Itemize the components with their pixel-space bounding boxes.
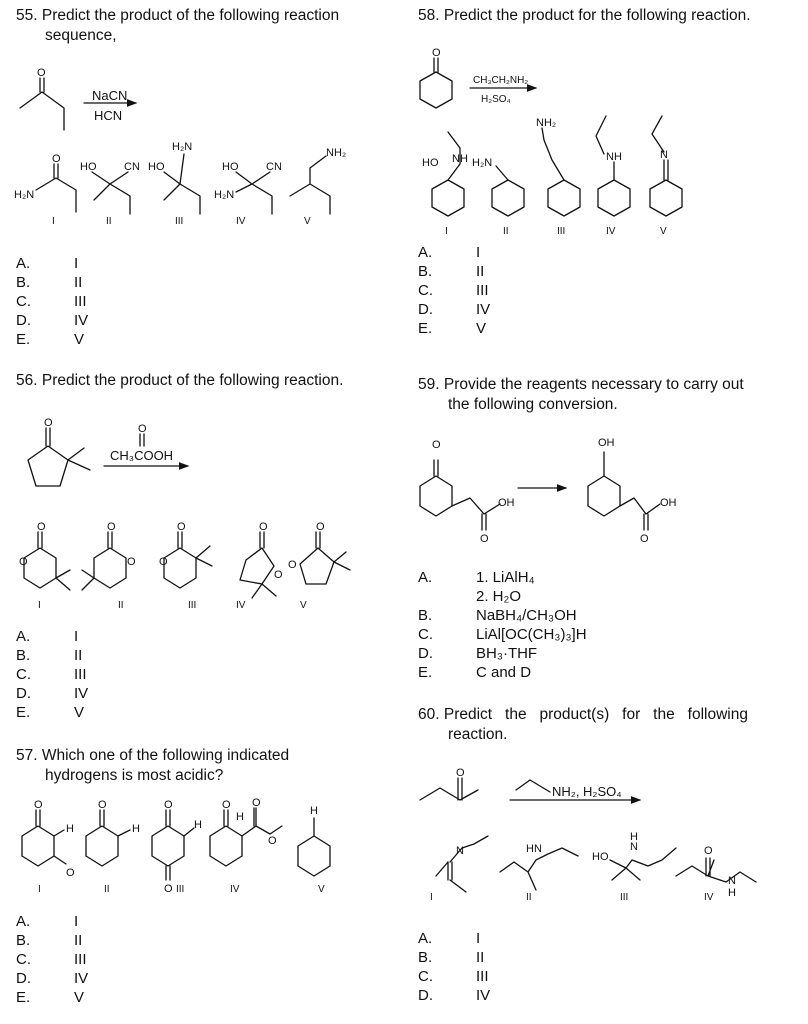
q60-product-iii: [592, 831, 676, 880]
q58-product-ii: [472, 157, 524, 216]
q58-product-iv: [596, 116, 630, 216]
option-row: D. IV: [418, 301, 491, 318]
reagent-label: HCN: [94, 108, 123, 123]
svg-text:III: III: [557, 226, 566, 237]
reagent-label: CH₃CH₂NH₂: [473, 75, 529, 86]
q58-romans: [445, 226, 667, 237]
svg-text:H: H: [728, 887, 736, 899]
svg-text:IV: IV: [704, 892, 714, 903]
option-row: D. IV: [16, 685, 89, 702]
svg-text:HN: HN: [526, 843, 542, 855]
svg-text:O: O: [640, 533, 649, 545]
option-row: E. V: [418, 320, 487, 337]
svg-text:I: I: [430, 892, 433, 903]
reagent-label: NaCN: [92, 88, 128, 103]
q56-reaction-arrow: [104, 423, 188, 466]
option-row: C. LiAl[OC(CH₃)₃]H: [418, 626, 587, 643]
svg-text:H₂N: H₂N: [472, 157, 493, 169]
q55-product-v: [290, 147, 346, 214]
svg-text:O: O: [138, 423, 147, 435]
svg-text:HO: HO: [222, 161, 239, 173]
q59-title: 59. Provide the reagents necessary to carry out the following conversion.: [418, 376, 744, 413]
svg-text:H: H: [132, 823, 140, 835]
q55-starting-ketone: [20, 67, 64, 130]
svg-text:O: O: [159, 556, 168, 568]
q57-structure-iv: [210, 797, 282, 866]
svg-text:N: N: [660, 149, 668, 161]
svg-text:O: O: [456, 767, 465, 779]
option-row: C. III: [418, 968, 489, 985]
svg-text:I: I: [52, 216, 55, 227]
q55-product-ii: [80, 161, 140, 214]
svg-text:O: O: [704, 845, 713, 857]
q59-starting-material: [420, 439, 515, 545]
svg-text:II: II: [106, 216, 112, 227]
q60-product-i: [436, 836, 488, 892]
q56-title: 56. Predict the product of the following reaction.: [16, 372, 344, 389]
option-row: A. I: [16, 913, 79, 930]
q57-structure-i: [22, 799, 75, 879]
svg-text:OH: OH: [498, 497, 515, 509]
svg-text:N: N: [456, 845, 464, 857]
svg-text:O: O: [34, 799, 43, 811]
svg-text:H₂N: H₂N: [214, 189, 235, 201]
svg-text:V: V: [304, 216, 311, 227]
svg-text:H: H: [310, 805, 318, 817]
q60-reaction-arrow: [510, 780, 640, 800]
option-row: D. IV: [16, 970, 89, 987]
q60-romans: [430, 892, 714, 903]
svg-text:I: I: [38, 600, 41, 611]
svg-text:NH: NH: [452, 153, 468, 165]
svg-text:O: O: [177, 521, 186, 533]
svg-text:N: N: [630, 841, 638, 853]
q56-product-iii: [159, 521, 212, 588]
q57-structure-v: [298, 805, 330, 876]
svg-text:III: III: [175, 216, 184, 227]
q60-product-iv: [676, 845, 756, 899]
svg-text:HO: HO: [80, 161, 97, 173]
q60-title: 60. Predict the product(s) for the following reaction.: [418, 706, 748, 743]
svg-text:NH₂: NH₂: [536, 117, 557, 129]
svg-text:NH₂: NH₂: [326, 147, 347, 159]
svg-text:O: O: [37, 521, 46, 533]
svg-text:II: II: [526, 892, 532, 903]
svg-text:OH: OH: [598, 437, 615, 449]
q58-title: 58. Predict the product for the following reaction.: [418, 7, 751, 24]
option-row: D. IV: [418, 987, 491, 1004]
svg-text:HO: HO: [592, 851, 609, 863]
q57-romans: [38, 884, 325, 895]
svg-text:O: O: [107, 521, 116, 533]
q59-product: [588, 437, 677, 545]
svg-text:IV: IV: [230, 884, 240, 895]
svg-text:OH: OH: [660, 497, 677, 509]
q56-product-ii: [82, 521, 136, 590]
svg-text:HO: HO: [148, 161, 165, 173]
svg-text:III: III: [176, 884, 185, 895]
reagent-label: NH₂, H₂SO₄: [552, 784, 622, 799]
q56-product-iv: [240, 521, 283, 598]
svg-text:V: V: [318, 884, 325, 895]
option-row: A. I: [16, 628, 79, 645]
option-row: C. III: [16, 951, 87, 968]
svg-text:II: II: [118, 600, 124, 611]
option-row: D. IV: [16, 312, 89, 329]
svg-text:O: O: [259, 521, 268, 533]
svg-text:CN: CN: [124, 161, 140, 173]
option-row: A. 1. LiAlH₄: [418, 569, 535, 586]
q55-product-iii: [148, 141, 200, 214]
q58-product-iii: [536, 117, 580, 216]
svg-text:O: O: [52, 153, 61, 165]
svg-text:O: O: [44, 417, 53, 429]
svg-text:HO: HO: [422, 157, 439, 169]
q55-title: 55. Predict the product of the following reaction sequence,: [16, 7, 340, 44]
atom-label: O: [37, 67, 46, 79]
svg-text:O: O: [19, 556, 28, 568]
svg-text:O: O: [127, 556, 136, 568]
svg-text:H: H: [630, 831, 638, 843]
option-row: B. II: [418, 263, 485, 280]
svg-text:H: H: [66, 823, 74, 835]
option-row: E. V: [16, 331, 85, 348]
option-row: E. V: [16, 704, 85, 721]
svg-text:I: I: [38, 884, 41, 895]
svg-text:CN: CN: [266, 161, 282, 173]
option-row: B. NaBH₄/CH₃OH: [418, 607, 577, 624]
svg-text:H₂N: H₂N: [14, 189, 35, 201]
option-row: E. C and D: [418, 664, 532, 681]
svg-text:O: O: [222, 799, 231, 811]
svg-text:III: III: [620, 892, 629, 903]
q56-starting-ketone: [28, 417, 90, 486]
svg-text:N: N: [728, 875, 736, 887]
svg-text:O: O: [164, 883, 173, 895]
reagent-label: CH₃COOH: [110, 448, 174, 463]
svg-text:O: O: [316, 521, 325, 533]
svg-text:O: O: [268, 835, 277, 847]
option-row: A. I: [418, 244, 481, 261]
q55-romans: [52, 216, 311, 227]
svg-text:O: O: [480, 533, 489, 545]
q58-product-v: [650, 116, 682, 216]
svg-text:O: O: [98, 799, 107, 811]
svg-text:H: H: [236, 811, 244, 823]
svg-text:NH: NH: [606, 151, 622, 163]
option-row: B. II: [418, 949, 485, 966]
q58-product-i: [422, 132, 468, 216]
q58-cyclohexanone: [420, 47, 452, 108]
svg-text:I: I: [445, 226, 448, 237]
option-row: A. I: [16, 255, 79, 272]
q56-romans: [38, 600, 307, 611]
q55-product-i: [14, 153, 76, 212]
svg-text:IV: IV: [236, 600, 246, 611]
svg-text:O: O: [288, 559, 297, 571]
svg-text:O: O: [66, 867, 75, 879]
svg-text:IV: IV: [606, 226, 616, 237]
option-row: B. II: [16, 274, 83, 291]
svg-text:H₂N: H₂N: [172, 141, 193, 153]
svg-text:O: O: [432, 439, 441, 451]
option-row: C. III: [16, 293, 87, 310]
svg-text:II: II: [104, 884, 110, 895]
q57-title: 57. Which one of the following indicated hydrogens is most acidic?: [16, 747, 290, 784]
q60-product-ii: [500, 843, 578, 890]
svg-text:O: O: [252, 797, 261, 809]
q57-structure-ii: [86, 799, 140, 866]
svg-text:III: III: [188, 600, 197, 611]
svg-text:IV: IV: [236, 216, 246, 227]
svg-text:O: O: [274, 569, 283, 581]
svg-text:II: II: [503, 226, 509, 237]
q56-product-v: [288, 521, 350, 584]
reagent-label: H₂SO₄: [481, 94, 511, 105]
svg-text:O: O: [432, 47, 441, 59]
svg-text:V: V: [300, 600, 307, 611]
option-row: C. III: [16, 666, 87, 683]
svg-text:H: H: [194, 819, 202, 831]
svg-text:O: O: [164, 799, 173, 811]
q55-reaction-arrow: [84, 88, 136, 123]
option-row: A. I: [418, 930, 481, 947]
q55-product-iv: [214, 161, 282, 214]
q60-starting-ketone: [420, 767, 478, 800]
option-row: C. III: [418, 282, 489, 299]
option-row: D. BH₃·THF: [418, 645, 538, 662]
q57-structure-iii: [152, 799, 202, 895]
option-row: E. V: [16, 989, 85, 1006]
option-row: 2. H₂O: [476, 588, 521, 605]
q56-product-i: [19, 521, 70, 590]
q58-reaction-arrow: [470, 75, 536, 105]
svg-text:V: V: [660, 226, 667, 237]
option-row: B. II: [16, 647, 83, 664]
option-row: B. II: [16, 932, 83, 949]
